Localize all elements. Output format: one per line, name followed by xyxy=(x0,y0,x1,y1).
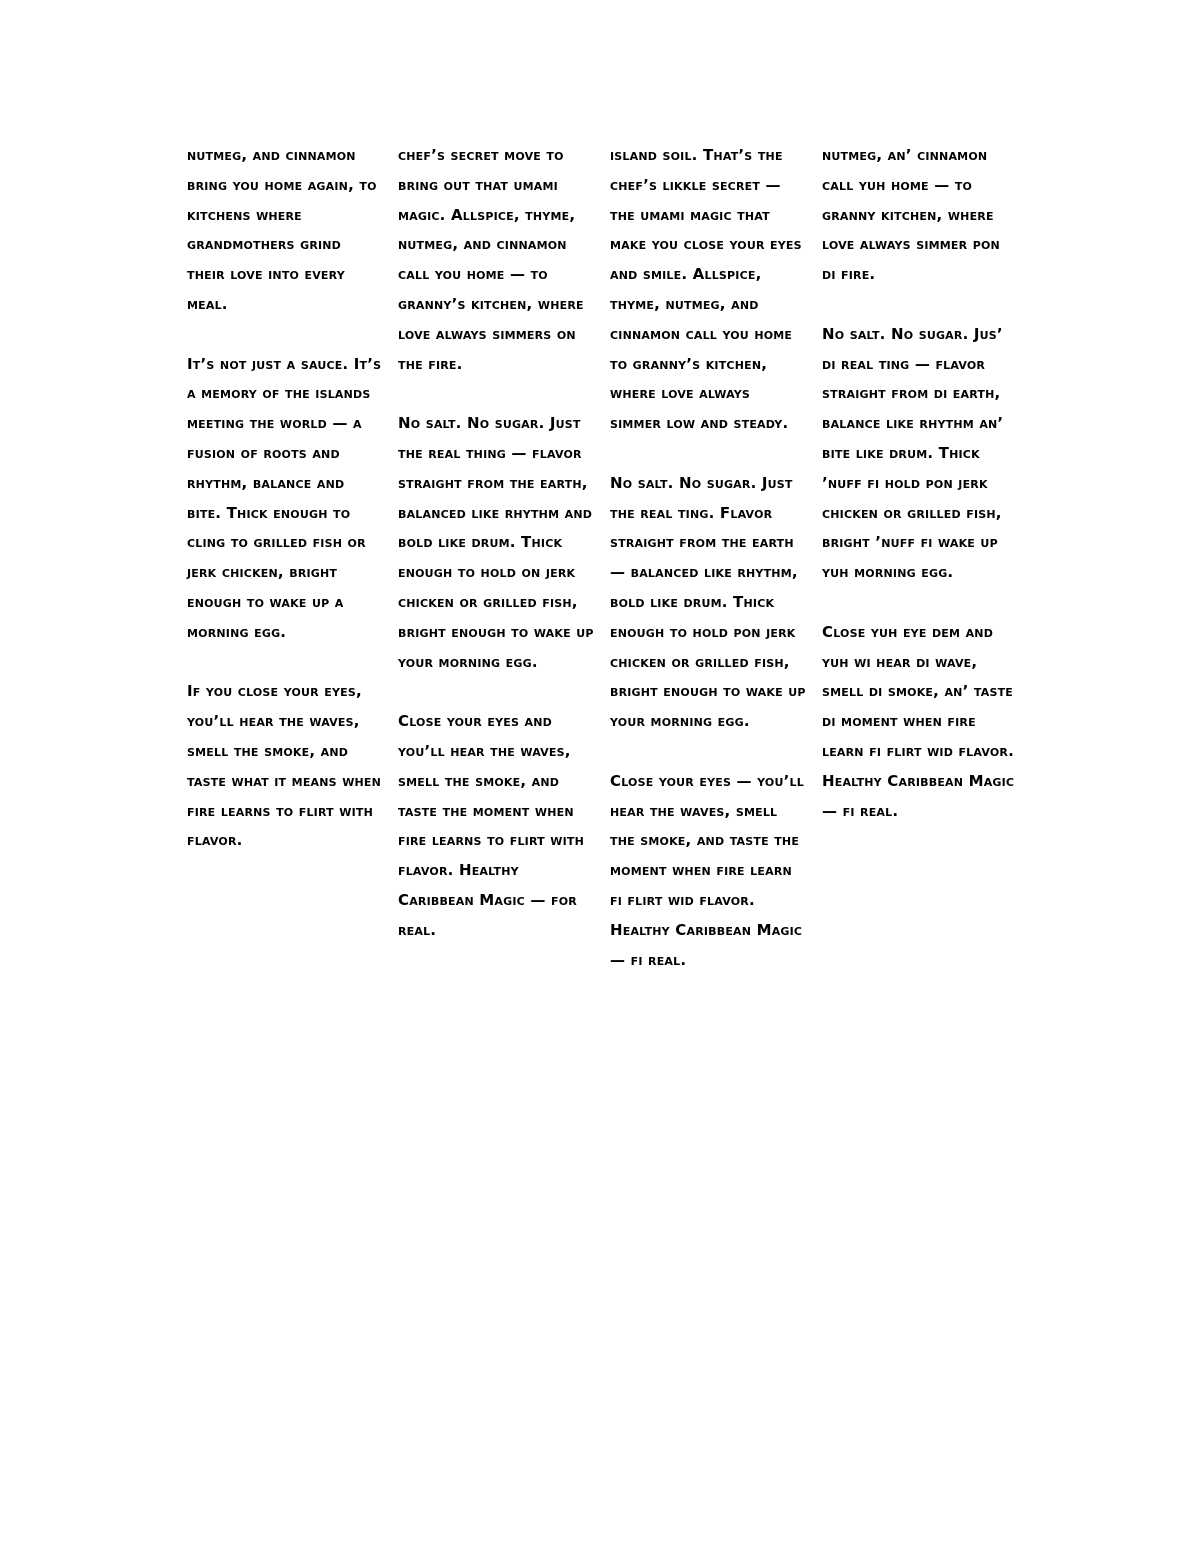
paragraph: Close yuh eye dem and yuh wi hear di wave, smell di smoke, an’ taste di moment when fire learn fi flirt wid flavor. Healthy Caribbean Magic — fi real. xyxy=(822,622,1015,820)
paragraph: island soil. That’s the chef’s likkle secret — the umami magic that make you close your eyes and smile. Allspice, thyme, nutmeg, and cinnamon call you home to granny’s kitchen, where love always simmer low and steady. xyxy=(610,146,802,433)
paragraph: nutmeg, and cinnamon bring you home again, to kitchens where grandmothers grind their love into every meal. xyxy=(187,146,377,313)
paragraph: Close your eyes and you’ll hear the waves, smell the smoke, and taste the moment when fire learns to flirt with flavor. Healthy Caribbean Magic — for real. xyxy=(398,712,585,939)
paragraph: No salt. No sugar. Just the real thing — flavor straight from the earth, balanced like rhythm and bold like drum. Thick enough to hold on jerk chicken or grilled fish, bright enough to wake up your morning egg. xyxy=(398,414,594,671)
paragraph: chef’s secret move to bring out that umami magic. Allspice, thyme, nutmeg, and cinnamon call you home — to granny’s kitchen, where love always simmers on the fire. xyxy=(398,146,584,373)
paragraph: If you close your eyes, you’ll hear the waves, smell the smoke, and taste what it means when fire learns to flirt with flavor. xyxy=(187,682,382,850)
paragraph: Close your eyes — you’ll hear the waves, smell the smoke, and taste the moment when fire learn fi flirt wid flavor. Healthy Caribbean Magic — fi real. xyxy=(610,771,804,969)
text-column-4 xyxy=(822,141,1018,826)
paragraph: nutmeg, an’ cinnamon call yuh home — to granny kitchen, where love always simmer pon di fire. xyxy=(822,146,1000,284)
paragraph: No salt. No sugar. Jus’ di real ting — flavor straight from di earth, balance like rhythm an’ bite like drum. Thick ’nuff fi hold pon jerk chicken or grilled fish, bright ’nuff fi wake up yuh morning egg. xyxy=(822,324,1004,582)
paragraph: No salt. No sugar. Just the real ting. Flavor straight from the earth — balanced like rhythm, bold like drum. Thick enough to hold pon jerk chicken or grilled fish, bright enough to wake up your morning egg. xyxy=(610,473,806,731)
paragraph: It’s not just a sauce. It’s a memory of the islands meeting the world — a fusion of roots and rhythm, balance and bite. Thick enough to cling to grilled fish or jerk chicken, bright enough to wake up a morning egg. xyxy=(187,354,382,641)
text-column-3 xyxy=(610,141,806,975)
text-column-2 xyxy=(398,141,594,946)
text-column-1 xyxy=(187,141,383,856)
